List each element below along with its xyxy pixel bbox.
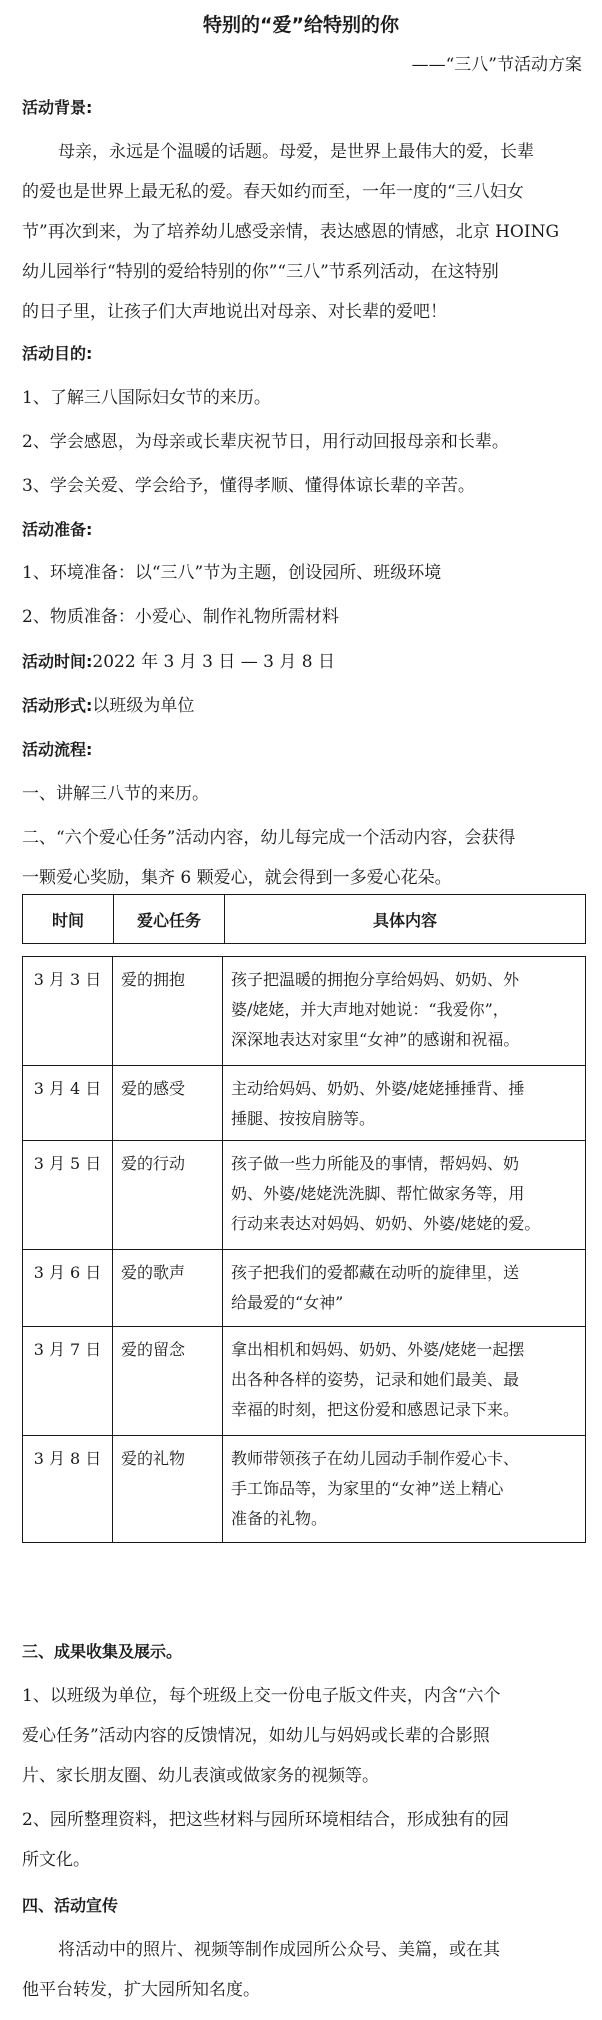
header-task: 爱心任务: [114, 895, 225, 943]
content-line: 拿出相机和妈妈、奶奶、外婆/姥姥一起摆: [231, 1340, 525, 1359]
content-line: 主动给妈妈、奶奶、外婆/姥姥捶捶背、捶: [231, 1079, 525, 1098]
row-content: [223, 1327, 585, 1435]
row-task: 爱的留念: [113, 1327, 223, 1435]
results-line: 所文化。: [22, 1850, 90, 1870]
results-line: 2、园所整理资料，把这些材料与园所环境相结合，形成独有的园: [22, 1810, 509, 1830]
document-subtitle: ——“三八”节活动方案: [411, 55, 582, 75]
purpose-item: 3、学会关爱、学会给予，懂得孝顺、懂得体谅长辈的辛苦。: [22, 476, 475, 496]
background-line: 的爱也是世界上最无私的爱。春天如约而至，一年一度的“三八妇女: [22, 182, 524, 202]
row-task: 爱的礼物: [113, 1436, 223, 1542]
background-line: 幼儿园举行“特别的爱给特别的你”“三八”节系列活动，在这特别: [22, 262, 499, 282]
content-line: 手工饰品等，为家里的“女神”送上精心: [231, 1479, 504, 1498]
content-line: 奶、外婆/姥姥洗洗脚、帮忙做家务等，用: [231, 1184, 525, 1203]
header-time: 时间: [23, 895, 114, 943]
process-step: 一、讲解三八节的来历。: [22, 784, 209, 804]
process-step: 二、“六个爱心任务”活动内容，幼儿每完成一个活动内容，会获得: [22, 828, 516, 848]
results-heading: 三、成果收集及展示。: [22, 1642, 183, 1661]
publicity-heading: 四、活动宣传: [22, 1896, 119, 1915]
content-line: 婆/姥姥，并大声地对她说：“我爱你”，: [231, 1000, 509, 1019]
row-date: 3 月 6 日: [23, 1250, 113, 1326]
content-line: 出各种各样的姿势，记录和她们最美、最: [231, 1370, 520, 1389]
results-line: 爱心任务”活动内容的反馈情况，如幼儿与妈妈或长辈的合影照: [22, 1726, 490, 1746]
time-label: 活动时间:: [22, 652, 93, 671]
header-content: 具体内容: [372, 910, 437, 930]
content-line: 孩子把我们的爱都藏在动听的旋律里，送: [231, 1263, 520, 1282]
purpose-item: 1、了解三八国际妇女节的来历。: [22, 388, 271, 408]
publicity-line: 将活动中的照片、视频等制作成园所公众号、美篇，或在其: [58, 1940, 500, 1960]
content-line: 教师带领孩子在幼儿园动手制作爱心卡、: [231, 1449, 520, 1468]
table-row: [23, 1250, 585, 1327]
table-row: [23, 1327, 585, 1436]
row-task: 爱的感受: [113, 1066, 223, 1140]
process-step: 一颗爱心奖励，集齐 6 颗爱心，就会得到一多爱心花朵。: [22, 868, 452, 888]
table-row: [23, 1141, 585, 1250]
content-line: 幸福的时刻，把这份爱和感恩记录下来。: [231, 1400, 520, 1419]
task-table-header: [22, 894, 586, 944]
row-date: 3 月 5 日: [23, 1141, 113, 1249]
row-date: 3 月 8 日: [23, 1436, 113, 1542]
content-line: 深深地表达对家里“女神”的感谢和祝福。: [231, 1030, 520, 1049]
time-value: 2022 年 3 月 3 日 — 3 月 8 日: [92, 652, 335, 672]
row-content: [223, 1436, 585, 1542]
preparation-heading: 活动准备:: [22, 520, 93, 539]
row-date: 3 月 7 日: [23, 1327, 113, 1435]
background-line: 的日子里，让孩子们大声地说出对母亲、对长辈的爱吧！: [22, 302, 447, 322]
background-line: 母亲，永远是个温暖的话题。母爱，是世界上最伟大的爱，长辈: [58, 142, 534, 162]
results-line: 片、家长朋友圈、幼儿表演或做家务的视频等。: [22, 1766, 379, 1786]
preparation-item: 2、物质准备：小爱心、制作礼物所需材料: [22, 607, 339, 627]
content-line: 给最爱的“女神”: [231, 1293, 344, 1312]
process-heading: 活动流程:: [22, 740, 93, 759]
table-row: [23, 1066, 585, 1141]
row-content: [223, 957, 585, 1065]
table-row: [23, 957, 585, 1066]
row-task: 爱的行动: [113, 1141, 223, 1249]
content-line: 孩子把温暖的拥抱分享给妈妈、奶奶、外: [231, 970, 520, 989]
publicity-line: 他平台转发，扩大园所知名度。: [22, 1980, 260, 2000]
row-content: [223, 1141, 585, 1249]
table-row: [23, 1436, 585, 1542]
form-line: [22, 694, 194, 718]
purpose-heading: 活动目的:: [22, 344, 93, 363]
task-table: [22, 956, 586, 1543]
results-line: 1、以班级为单位，每个班级上交一份电子版文件夹，内含“六个: [22, 1686, 501, 1706]
content-line: 捶腿、按按肩膀等。: [231, 1109, 376, 1128]
form-label: 活动形式:: [22, 696, 93, 715]
content-line: 准备的礼物。: [231, 1509, 328, 1528]
document-title: 特别的“爱”给特别的你: [203, 14, 399, 36]
content-line: 行动来表达对妈妈、奶奶、外婆/姥姥的爱。: [231, 1214, 541, 1233]
time-line: [22, 650, 335, 674]
row-content: [223, 1066, 585, 1140]
content-line: 孩子做一些力所能及的事情，帮妈妈、奶: [231, 1154, 520, 1173]
row-date: 3 月 3 日: [23, 957, 113, 1065]
background-heading: 活动背景:: [22, 98, 93, 117]
row-date: 3 月 4 日: [23, 1066, 113, 1140]
row-content: [223, 1250, 585, 1326]
background-line: 节”再次到来，为了培养幼儿感受亲情，表达感恩的情感，北京 HOING: [22, 222, 560, 242]
purpose-item: 2、学会感恩，为母亲或长辈庆祝节日，用行动回报母亲和长辈。: [22, 432, 509, 452]
row-task: 爱的拥抱: [113, 957, 223, 1065]
preparation-item: 1、环境准备：以“三八”节为主题，创设园所、班级环境: [22, 563, 442, 583]
form-value: 以班级为单位: [92, 696, 195, 716]
row-task: 爱的歌声: [113, 1250, 223, 1326]
